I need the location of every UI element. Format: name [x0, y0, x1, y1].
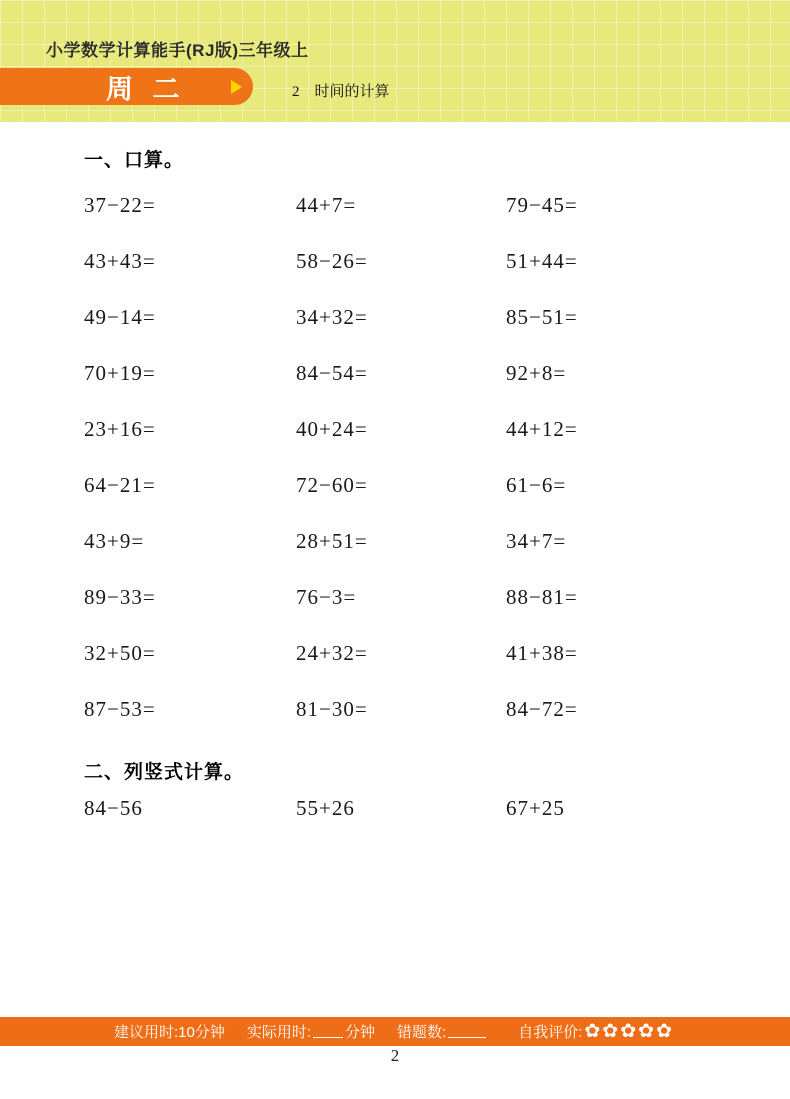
actual-time-field	[247, 1021, 375, 1042]
column-problem: 84−56	[84, 796, 143, 820]
oral-problem: 92+8=	[506, 361, 567, 385]
oral-problem: 79−45=	[506, 193, 578, 217]
book-title: 小学数学计算能手(RJ版)三年级上	[46, 41, 309, 60]
oral-problem: 51+44=	[506, 249, 578, 273]
oral-problem: 61−6=	[506, 473, 567, 497]
oral-problem: 32+50=	[84, 641, 156, 665]
header-band	[0, 0, 790, 122]
week-label: 周 二	[106, 74, 186, 104]
actual-time-blank	[313, 1026, 343, 1038]
self-eval-label: 自我评价:	[518, 1024, 583, 1041]
flower-rating-icons: ✿✿✿✿✿	[584, 1021, 674, 1042]
wrong-count-field	[397, 1021, 488, 1042]
oral-problem: 37−22=	[84, 193, 156, 217]
oral-problem: 43+43=	[84, 249, 156, 273]
oral-problem: 58−26=	[296, 249, 368, 273]
wrong-count-blank	[448, 1026, 486, 1038]
oral-problem: 44+12=	[506, 417, 578, 441]
oral-problem: 87−53=	[84, 697, 156, 721]
wrong-count-label: 错题数:	[397, 1024, 447, 1041]
oral-problem: 70+19=	[84, 361, 156, 385]
oral-problem: 24+32=	[296, 641, 368, 665]
lesson-heading	[292, 80, 390, 101]
oral-problem: 34+7=	[506, 529, 567, 553]
oral-problem: 23+16=	[84, 417, 156, 441]
oral-problem: 41+38=	[506, 641, 578, 665]
week-banner	[0, 68, 253, 105]
footer-bar	[0, 1017, 790, 1046]
oral-problem: 64−21=	[84, 473, 156, 497]
oral-problem: 40+24=	[296, 417, 368, 441]
column-problem: 67+25	[506, 796, 565, 820]
oral-problem: 76−3=	[296, 585, 357, 609]
oral-problem: 81−30=	[296, 697, 368, 721]
oral-problem: 34+32=	[296, 305, 368, 329]
oral-problem: 85−51=	[506, 305, 578, 329]
column-problems-grid	[84, 797, 686, 853]
minutes-suffix: 分钟	[345, 1024, 376, 1041]
oral-problem: 88−81=	[506, 585, 578, 609]
section-1-heading: 一、口算。	[84, 150, 185, 171]
oral-problem: 84−54=	[296, 361, 368, 385]
oral-problems-grid	[84, 194, 686, 754]
actual-time-label: 实际用时:	[246, 1024, 312, 1041]
oral-problem: 28+51=	[296, 529, 368, 553]
oral-problem: 43+9=	[84, 529, 145, 553]
column-problem: 55+26	[296, 796, 355, 820]
oral-problem: 44+7=	[296, 193, 357, 217]
arrow-right-icon	[231, 80, 242, 94]
oral-problem: 49−14=	[84, 305, 156, 329]
section-2-heading: 二、列竖式计算。	[84, 762, 245, 783]
self-eval-field	[518, 1021, 674, 1042]
suggested-time-label: 建议用时:10分钟	[114, 1024, 225, 1041]
lesson-number: 2	[292, 84, 300, 100]
oral-problem: 84−72=	[506, 697, 578, 721]
oral-problem: 72−60=	[296, 473, 368, 497]
oral-problem: 89−33=	[84, 585, 156, 609]
page-number: 2	[390, 1046, 400, 1065]
lesson-title: 时间的计算	[314, 83, 390, 100]
